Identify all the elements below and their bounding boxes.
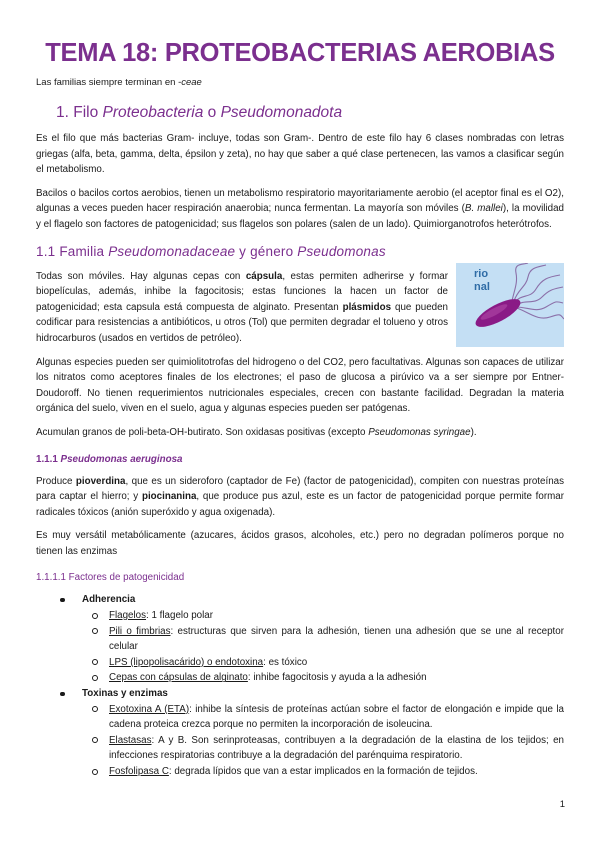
definition: : 1 flagelo polar bbox=[146, 610, 214, 622]
list-category: Toxinas y enzimas bbox=[82, 688, 168, 700]
text: que pueden codificar para resistencias a antibióticos, u otros (Tol) que permiten degradar el tolueno y otros hidrocarburos (usados en vertidos de petróleo). bbox=[36, 301, 448, 344]
text: , que produce pus azul, este es un factor de patogenicidad porque permite formar radicales tóxicos (anión superóxido y agua oxigenada). bbox=[36, 491, 564, 518]
italic-text: Pseudomonas syringae bbox=[368, 426, 471, 438]
text: Acumulan granos de poli-beta-OH-butirato. Son oxidasas positivas (excepto bbox=[36, 426, 369, 438]
sub-list bbox=[82, 608, 564, 686]
heading-italic: Pseudomonas bbox=[297, 243, 386, 259]
heading-italic: Pseudomonadota bbox=[220, 104, 343, 121]
definition: : A y B. Son serinproteasas, contribuyen a la degradación de la elastina de los tejidos; en infecciones respiratorias contribuye a la degradación del parénquima respiratorio. bbox=[109, 734, 564, 762]
italic-text: B. mallei bbox=[464, 203, 503, 215]
text: , estas permiten adherirse y formar biopelículas, además, inhibe la fagocitosis; estas funciones la hacen un factor de patogenicidad; esta capsula está compuesta de alginato. Presentan bbox=[36, 270, 448, 313]
list-item bbox=[36, 592, 564, 686]
text: Bacilos o bacilos cortos aerobios, tienen un metabolismo respiratorio mayoritariamente aerobio (el aceptor final es el O2), algunas a veces pueden hacer respiración anaerobia; nunca fermentan. La mayoría son móviles ( bbox=[36, 187, 564, 215]
note-suffix: -ceae bbox=[178, 77, 202, 88]
paragraph-6 bbox=[36, 474, 564, 521]
term: Fosfolipasa C bbox=[109, 766, 169, 777]
paragraph-1: Es el filo que más bacterias Gram- incluye, todas son Gram-. Dentro de este filo hay 6 clases nombradas con letras griegas (alfa, beta, gamma, delta, épsilon y zeta), no hay que saber a qué clase pertenecen, las vamos a clasificar según el metabolismo. bbox=[36, 133, 564, 176]
paragraph-7: Es muy versátil metabólicamente (azucares, ácidos grasos, alcoholes, etc.) pero no degradan polímeros porque no tienen las enzimas bbox=[36, 530, 564, 557]
bold-text: plásmidos bbox=[342, 301, 392, 313]
heading-text: Filo bbox=[73, 104, 103, 121]
bacterium-illustration bbox=[456, 263, 564, 347]
text: ). bbox=[470, 426, 477, 438]
virulence-factor-list bbox=[36, 592, 564, 779]
term: Exotoxina A (ETA) bbox=[109, 703, 190, 715]
list-category: Adherencia bbox=[82, 594, 136, 606]
section-number: 1. bbox=[56, 104, 69, 121]
heading-italic: Pseudomonadaceae bbox=[108, 243, 236, 259]
text: Todas son móviles. Hay algunas cepas con bbox=[36, 270, 246, 282]
sub-list-item bbox=[82, 764, 564, 780]
heading-italic: Pseudomonas aeruginosa bbox=[60, 453, 183, 465]
section-1-heading bbox=[56, 103, 564, 123]
page-number: 1 bbox=[559, 799, 565, 810]
section-number: 1.1.1 bbox=[36, 453, 58, 465]
term: Cepas con cápsulas de alginato bbox=[109, 672, 248, 684]
sub-list-item bbox=[82, 624, 564, 655]
heading-text: o bbox=[203, 104, 221, 121]
definition: : inhibe fagocitosis y ayuda a la adhesión bbox=[247, 672, 427, 684]
list-item bbox=[36, 686, 564, 780]
heading-text: y género bbox=[235, 243, 298, 259]
section-1-1-1-1-heading: 1.1.1.1 Factores de patogenicidad bbox=[36, 572, 185, 584]
paragraph-2 bbox=[36, 186, 564, 233]
sub-list bbox=[82, 702, 564, 780]
section-number: 1.1 bbox=[36, 243, 56, 259]
definition: : estructuras que sirven para la adhesión, tienen una adhesión que se une al receptor celular bbox=[109, 625, 564, 653]
paragraph-4: Algunas especies pueden ser quimiolitotrofas del hidrogeno o del CO2, pero facultativas. Algunas son capaces de utilizar los nitratos como aceptores finales de los electrones; el paso de glucosa a pirúvico va a ser siempre por Entner-Doudoroff. No tienen requerimientos nutricionales especiales, crecen con bastante facilidad. Degradan la materia orgánica del suelo, viven en el suelo, agua y algunas especies pueden ser patógenas. bbox=[36, 356, 564, 415]
heading-italic: Proteobacteria bbox=[102, 104, 204, 121]
term: Flagelos bbox=[109, 610, 147, 622]
term: Elastasas bbox=[109, 734, 152, 746]
note-text: Las familias siempre terminan en bbox=[36, 77, 179, 88]
sub-list-item bbox=[82, 670, 564, 686]
page-title: TEMA 18: PROTEOBACTERIAS AEROBIAS bbox=[45, 39, 555, 67]
sub-list-item bbox=[82, 702, 564, 733]
heading-text: Familia bbox=[59, 243, 109, 259]
text: Produce bbox=[36, 475, 76, 487]
bold-text: piocinanina bbox=[141, 491, 197, 503]
pseudomonas-figure bbox=[456, 263, 564, 347]
bold-text: pioverdina bbox=[75, 475, 126, 487]
sub-list-item bbox=[82, 608, 564, 624]
section-1-1-1-heading bbox=[36, 453, 564, 466]
definition: : inhibe la síntesis de proteínas actúan sobre el factor de elongación e impide que la cadena proteica crezca porque no permiten la incorporación de isoleucina. bbox=[109, 703, 564, 731]
figure-label-1: rio bbox=[474, 267, 489, 280]
figure-label-2: nal bbox=[474, 280, 490, 293]
paragraph-5 bbox=[36, 425, 564, 441]
sub-list-item bbox=[82, 733, 564, 764]
definition: : degrada lípidos que van a estar implicados en la formación de tejidos. bbox=[168, 766, 478, 777]
sub-list-item bbox=[82, 655, 564, 671]
bold-text: cápsula bbox=[245, 270, 283, 282]
definition: : es tóxico bbox=[263, 656, 308, 668]
families-note bbox=[36, 77, 564, 89]
term: Pili o fimbrias bbox=[109, 625, 171, 637]
text: ), la movilidad y el flagelo son factores de patogenicidad; sus flagelos son polares (salen de un lado). Quimiorganotrofos heterótrofos. bbox=[36, 203, 564, 230]
term: LPS (lipopolisacárido) o endotoxina bbox=[109, 656, 264, 668]
section-1-1-heading bbox=[36, 243, 564, 261]
text: , que es un sideroforo (captador de Fe) (factor de patogenicidad), compiten con nuestras proteínas para captar el hierro; y bbox=[36, 475, 564, 503]
document-page bbox=[36, 38, 564, 780]
